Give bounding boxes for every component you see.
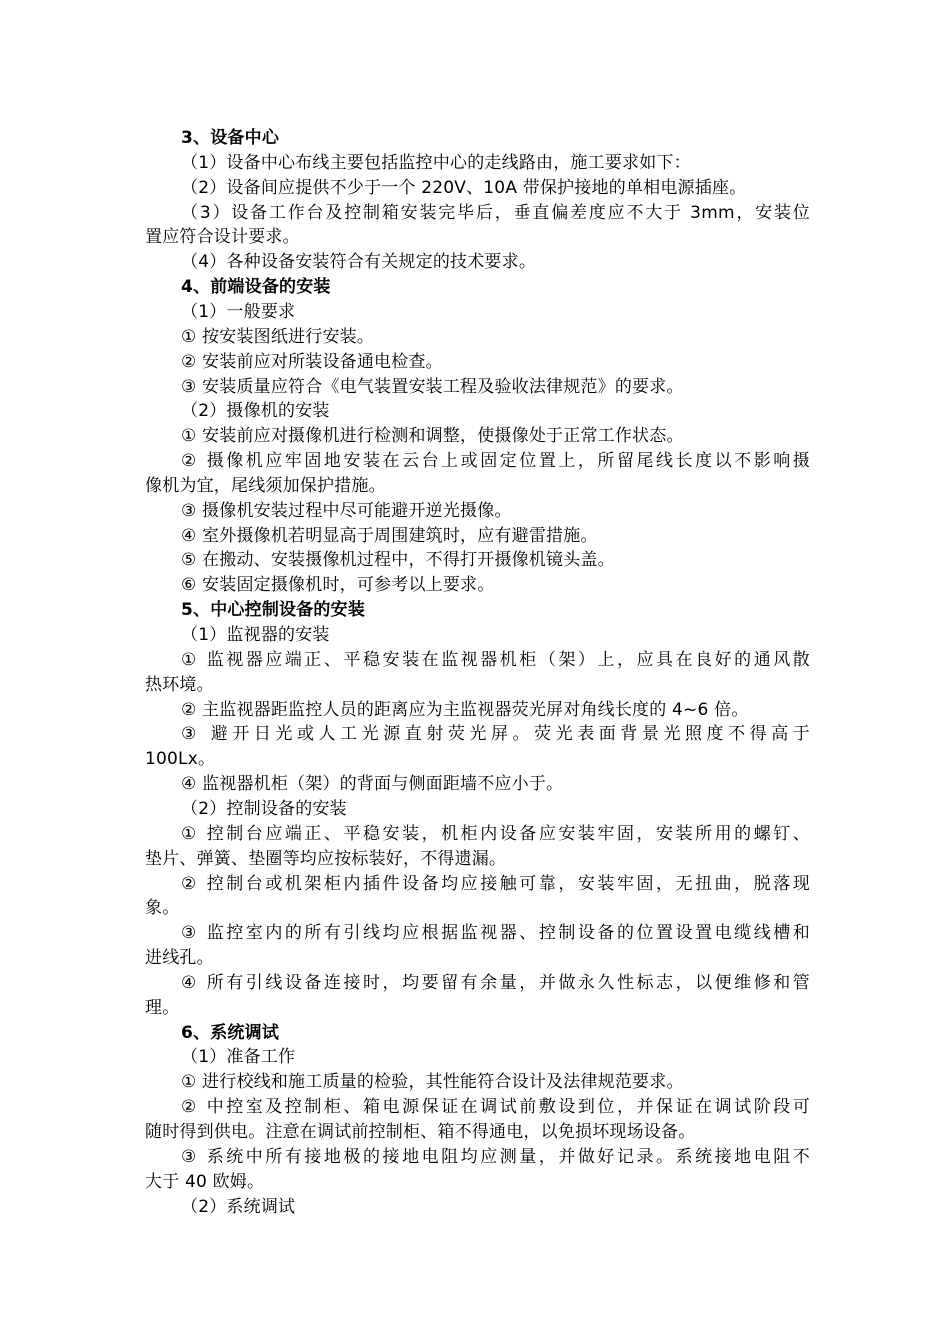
paragraph-line: ① 安装前应对摄像机进行检测和调整，使摄像处于正常工作状态。 — [181, 426, 684, 447]
paragraph-line: ⑥ 安装固定摄像机时，可参考以上要求。 — [181, 575, 495, 596]
paragraph-line: ② 控制台或机架柜内插件设备均应接触可靠，安装牢固，无扭曲，脱落现 — [181, 873, 810, 894]
paragraph-line: ① 控制台应端正、平稳安装，机柜内设备应安装牢固，安装所用的螺钉、 — [181, 823, 810, 844]
paragraph-line: ① 监视器应端正、平稳安装在监视器机柜（架）上，应具在良好的通风散 — [181, 649, 810, 670]
paragraph-line: （1）准备工作 — [181, 1047, 296, 1068]
paragraph-line: 随时得到供电。注意在调试前控制柜、箱不得通电，以免损坏现场设备。 — [145, 1122, 696, 1142]
paragraph-line: （2）摄像机的安装 — [181, 401, 330, 422]
paragraph-line: ② 中控室及控制柜、箱电源保证在调试前敷设到位，并保证在调试阶段可 — [181, 1097, 810, 1118]
section-heading: 3、设备中心 — [181, 128, 280, 148]
paragraph-line: （1）设备中心布线主要包括监控中心的走线路由，施工要求如下： — [181, 152, 691, 173]
paragraph-line: ④ 监视器机柜（架）的背面与侧面距墙不应小于。 — [181, 774, 564, 795]
paragraph-line: 大于 40 欧姆。 — [145, 1171, 265, 1192]
paragraph-line: ② 摄像机应牢固地安装在云台上或固定位置上，所留尾线长度以不影响摄 — [181, 451, 810, 472]
paragraph-line: 像机为宜，尾线须加保护措施。 — [145, 475, 386, 496]
section-heading: 6、系统调试 — [181, 1022, 280, 1043]
paragraph-line: 热环境。 — [145, 674, 214, 695]
paragraph-line: （1）监视器的安装 — [181, 625, 330, 645]
paragraph-line: 理。 — [145, 997, 180, 1018]
paragraph-line: （4）各种设备安装符合有关规定的技术要求。 — [181, 252, 537, 273]
paragraph-line: ② 安装前应对所装设备通电检查。 — [181, 351, 443, 372]
paragraph-line: 置应符合设计要求。 — [145, 227, 300, 248]
paragraph-line: （2）设备间应提供不少于一个 220V、10A 带保护接地的单相电源插座。 — [181, 177, 747, 198]
paragraph-line: ① 进行校线和施工质量的检验，其性能符合设计及法律规范要求。 — [181, 1072, 684, 1093]
paragraph-line: ③ 监控室内的所有引线均应根据监视器、控制设备的位置设置电缆线槽和 — [181, 923, 810, 944]
paragraph-line: 垫片、弹簧、垫圈等均应按标装好，不得遗漏。 — [145, 848, 507, 869]
paragraph-line: ③ 安装质量应符合《电气装置安装工程及验收法律规范》的要求。 — [181, 376, 684, 397]
paragraph-line: ④ 室外摄像机若明显高于周围建筑时，应有避雷措施。 — [181, 525, 598, 546]
paragraph-line: （2）系统调试 — [181, 1196, 296, 1217]
paragraph-line: （1）一般要求 — [181, 301, 296, 322]
paragraph-line: ① 按安装图纸进行安装。 — [181, 326, 375, 347]
paragraph-line: 100Lx。 — [145, 749, 216, 770]
paragraph-line: ⑤ 在搬动、安装摄像机过程中，不得打开摄像机镜头盖。 — [181, 550, 615, 571]
paragraph-line: ② 主监视器距监控人员的距离应为主监视器荧光屏对角线长度的 4~6 倍。 — [181, 699, 749, 720]
paragraph-line: 进线孔。 — [145, 948, 214, 969]
paragraph-line: （2）控制设备的安装 — [181, 798, 347, 819]
section-heading: 5、中心控制设备的安装 — [181, 600, 366, 621]
paragraph-line: ③ 摄像机安装过程中尽可能避开逆光摄像。 — [181, 500, 512, 521]
paragraph-line: ④ 所有引线设备连接时，均要留有余量，并做永久性标志，以便维修和管 — [181, 972, 810, 993]
paragraph-line: 象。 — [145, 898, 180, 919]
paragraph-line: （3）设备工作台及控制箱安装完毕后，垂直偏差度应不大于 3mm，安装位 — [181, 202, 810, 223]
paragraph-line: ③ 系统中所有接地极的接地电阻均应测量，并做好记录。系统接地电阻不 — [181, 1146, 810, 1167]
section-heading: 4、前端设备的安装 — [181, 277, 331, 298]
paragraph-line: ③ 避开日光或人工光源直射荧光屏。荧光表面背景光照度不得高于 — [181, 724, 810, 745]
